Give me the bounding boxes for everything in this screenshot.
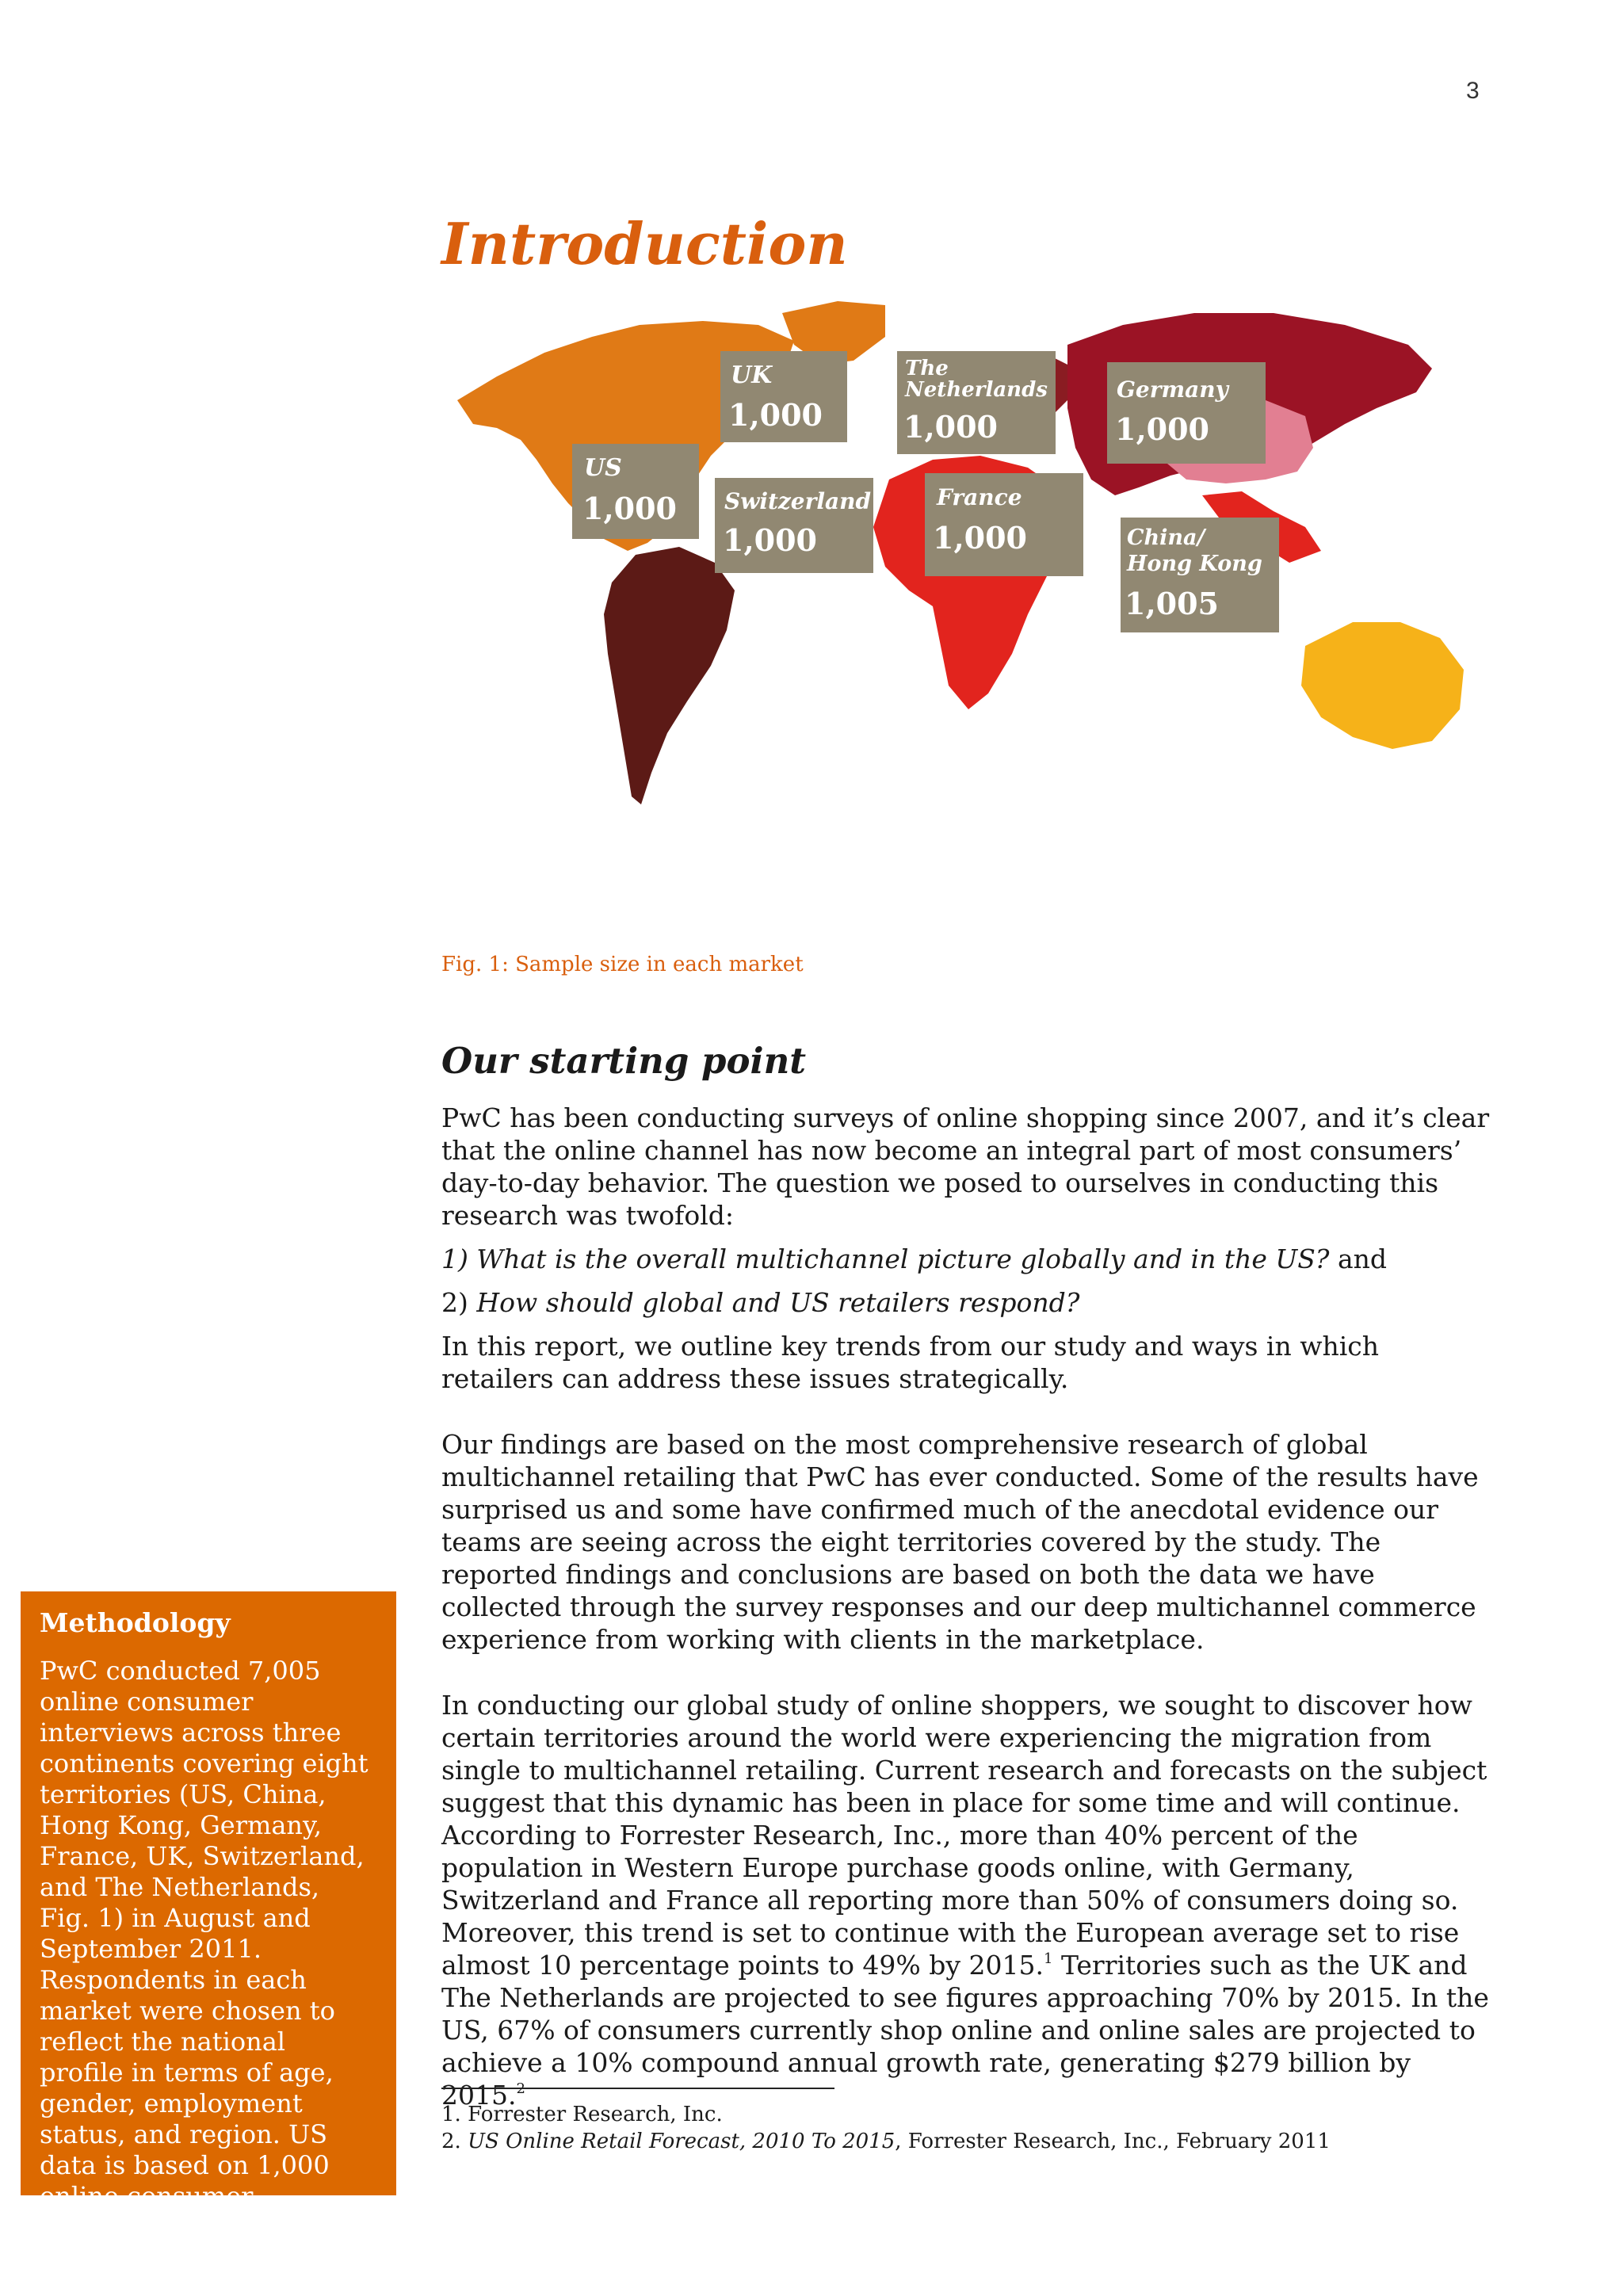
world-map-figure	[441, 289, 1487, 900]
map-south-america	[604, 547, 735, 804]
question-2-text: How should global and US retailers respond?	[476, 1287, 1080, 1318]
map-label-uk	[720, 351, 847, 442]
map-label-china-hong-kong	[1121, 518, 1279, 632]
svg-text:France: France	[937, 484, 1022, 510]
svg-text:China/: China/	[1127, 525, 1205, 550]
map-label-netherlands	[897, 351, 1056, 454]
footnotes	[441, 2101, 1331, 2155]
paragraph-study-part2: Territories such as the UK and The Netherlands are projected to see figures approaching 70% by 2015. In the US, 67% of consumers currently shop online and online sales are projected to achieve a 10% compound annual growth rate, generating $279 billion by 2015.	[441, 1950, 1489, 2111]
question-1-tail: and	[1329, 1244, 1388, 1274]
paragraph-study	[441, 1689, 1495, 2111]
footnote-ref-1: 1	[1044, 1950, 1053, 1967]
svg-text:Germany: Germany	[1117, 376, 1228, 403]
footnote-ref-2: 2	[516, 2080, 525, 2097]
svg-text:1,000: 1,000	[933, 520, 1027, 556]
map-australia	[1301, 622, 1464, 749]
footnote-2	[441, 2128, 1331, 2155]
footnote-1: 1. Forrester Research, Inc.	[441, 2103, 723, 2126]
svg-text:1,000: 1,000	[723, 522, 817, 558]
question-2-number: 2)	[441, 1287, 477, 1318]
svg-text:1,000: 1,000	[903, 409, 998, 445]
section-heading: Our starting point	[441, 1040, 807, 1082]
body-text	[441, 1102, 1495, 2122]
question-2	[441, 1286, 1495, 1319]
figure-caption: Fig. 1: Sample size in each market	[441, 953, 804, 976]
svg-text:US: US	[584, 454, 622, 482]
footnote-2-rest: , Forrester Research, Inc., February 2011	[895, 2130, 1331, 2153]
page-title: Introduction	[441, 210, 848, 277]
map-label-germany	[1107, 362, 1266, 464]
map-label-us	[572, 444, 699, 539]
paragraph-report: In this report, we outline key trends from our study and ways in which retailers can address these issues strategically.	[441, 1331, 1379, 1394]
question-1-text: 1) What is the overall multichannel picture globally and in the US?	[441, 1244, 1330, 1274]
page-number: 3	[1466, 78, 1480, 104]
methodology-sidebar	[21, 1591, 396, 2242]
paragraph-study-part1: In conducting our global study of online shoppers, we sought to discover how certain territories around the world were experiencing the migration from single to multichannel retailing. Current research and forecasts on the subject suggest that this dynamic has been in place for some time and will continue. According to Forrester Research, Inc., more than 40% percent of the population in Western Europe purchase goods online, with Germany, Switzerland and France all reporting more than 50% of consumers doing so. Moreover, this trend is set to continue with the European average set to rise almost 10 percentage points to 49% by 2015.	[441, 1690, 1487, 1981]
map-label-switzerland	[715, 478, 873, 573]
paragraph-intro: PwC has been conducting surveys of online shopping since 2007, and it’s clear that the online channel has now become an integral part of most consumers’ day-to-day behavior. The question we posed to ourselves in conducting this research was twofold:	[441, 1102, 1490, 1231]
svg-text:Hong Kong: Hong Kong	[1127, 552, 1262, 576]
svg-text:Switzerland: Switzerland	[724, 488, 872, 514]
footnote-2-number: 2.	[441, 2130, 468, 2153]
svg-text:1,000: 1,000	[582, 491, 677, 526]
svg-text:The: The	[905, 357, 949, 380]
svg-text:Netherlands: Netherlands	[905, 378, 1048, 402]
question-1	[441, 1243, 1495, 1275]
methodology-heading: Methodology	[40, 1607, 231, 1638]
footnote-rule	[441, 2088, 834, 2089]
methodology-text: PwC conducted 7,005 online consumer interviews across three continents covering eight territories (US, China, Hong Kong, Germany, France, UK, Switzerland, and The Netherlands, Fig. 1) in August and September 2011. Respondents in each market were chosen to reflect the national profile in terms of age, gender, employment status, and region. US data is based on 1,000 online consumer interviews.	[40, 1656, 369, 2242]
svg-text:UK: UK	[731, 361, 773, 389]
paragraph-findings: Our findings are based on the most comprehensive research of global multichannel retailing that PwC has ever conducted. Some of the results have surprised us and some have confirmed much of the anecdotal evidence our teams are seeing across the eight territories covered by the study. The reported findings and conclusions are based on both the data we have collected through the survey responses and our deep multichannel commerce experience from working with clients in the marketplace.	[441, 1429, 1479, 1655]
footnote-2-title: US Online Retail Forecast, 2010 To 2015	[468, 2130, 896, 2153]
svg-text:1,000: 1,000	[1115, 411, 1209, 447]
map-label-france	[925, 473, 1083, 576]
svg-text:1,005: 1,005	[1125, 586, 1219, 621]
svg-text:1,000: 1,000	[728, 397, 823, 433]
